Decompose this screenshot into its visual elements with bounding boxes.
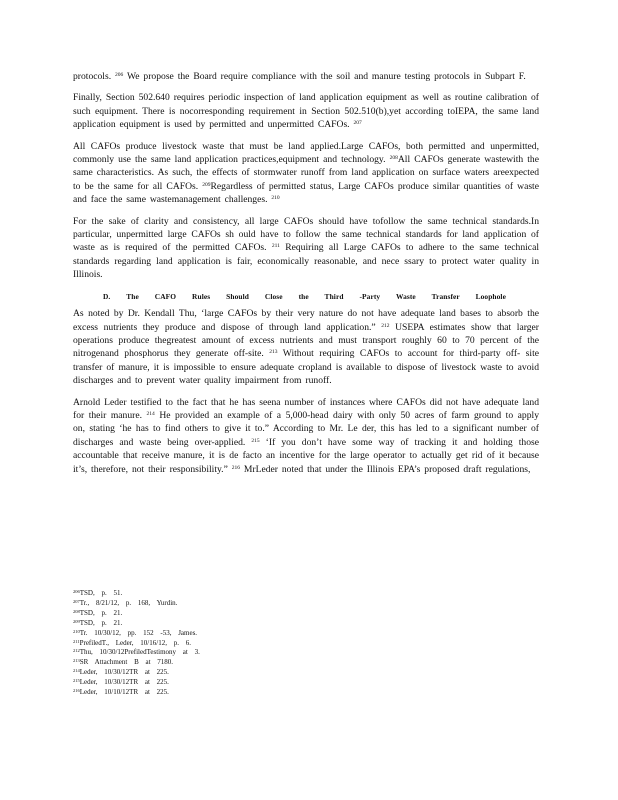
footnote-ref: 209 xyxy=(202,181,211,188)
footnote-text: Thu, 10/30/12PrefiledTestimony at 3. xyxy=(79,648,200,657)
footnote-item xyxy=(73,688,373,698)
paragraph xyxy=(73,140,539,207)
footnote-text: Leder, 10/30/12TR at 225. xyxy=(79,678,169,687)
footnote-number: 212 xyxy=(73,648,80,654)
paragraph-text: We propose the Board require compliance with the soil and manure testing protocols in Subpart F. xyxy=(123,71,526,82)
footnote-item xyxy=(73,599,373,609)
paragraph-text: Requiring all Large CAFOs to adhere to the same technical standards regarding land application is fair, economically reasonable, and nece ssary to protect water quality in Illinois. xyxy=(73,242,539,281)
footnote-text: TSD, p. 21. xyxy=(79,608,123,617)
footnote-ref: 206 xyxy=(115,72,124,78)
footnote-number: 211 xyxy=(73,638,80,644)
footnote-text: Tr., 8/21/12, p. 168, Yurdin. xyxy=(79,598,178,607)
footnote-ref: 214 xyxy=(146,410,155,417)
footnote-number: 209 xyxy=(73,618,80,624)
footnote-ref: 216 xyxy=(231,464,240,471)
footnote-text: Tr. 10/30/12, pp. 152 -53, James. xyxy=(79,628,198,637)
paragraph-text: Arnold Leder testified to the fact that he has seena number of instances where CAFOs did not have adequate land for their manure. xyxy=(73,396,539,421)
body-text xyxy=(73,70,539,484)
paragraph xyxy=(73,91,539,131)
paragraph-text: All CAFOs generate wastewith the same characteristics. As such, the effects of stormwater runoff from land application on surface waters areexpected to be the same for all CAFOs. xyxy=(73,154,539,192)
paragraph-text: Without requiring CAFOs to account for third-party off- site transfer of manure, it is impossible to ensure adequate cropland is available to dispose of livestock waste to avoid discharges and to prevent water quality impairment from runoff. xyxy=(73,348,539,387)
paragraph-text: As noted by Dr. Kendall Thu, ‘large CAFOs by their very nature do not have adequate land bases to absorb the excess nutrients they produce and dispose of through land application.” xyxy=(73,308,539,333)
footnote-text: PrefiledT., Leder, 10/16/12, p. 6. xyxy=(79,638,191,647)
paragraph-text: For the sake of clarity and consistency, all large CAFOs should have tofollow the same technical standards.In particular, unpermitted large CAFOs sh ould have to follow the same technical standards for land application of waste as is required of the permitted CAFOs. xyxy=(73,215,539,254)
footnote-text: Leder, 10/30/12TR at 225. xyxy=(79,668,169,677)
paragraph-text: Regardless of permitted status, Large CAFOs produce similar quantities of waste and face the same wastemanagement challenges. xyxy=(73,180,539,206)
footnote-ref: 215 xyxy=(251,437,260,444)
footnote-item xyxy=(73,668,373,678)
paragraph-text: protocols. xyxy=(73,71,116,82)
footnote-item xyxy=(73,609,373,619)
footnote-ref: 210 xyxy=(271,195,280,202)
paragraph-text: USEPA estimates show that larger operations produce thegreatest amount of excess nutrients and must transport roughly 60 to 70 percent of the nitrogenand phosphorus they generate off-site. xyxy=(73,321,539,360)
paragraph-text: He provided an example of a 5,000-head dairy with only 50 acres of farm ground to apply on, stating ‘he has to find others to give it to.” According to Mr. Le der, this has led to a significant number of discharges and waste being over-applied. xyxy=(73,409,539,448)
footnote-ref: 211 xyxy=(271,243,280,250)
footnote-number: 213 xyxy=(73,658,80,664)
section-heading: D. The CAFO Rules Should Close the Third -Party Waste Transfer Loophole xyxy=(103,291,506,301)
footnote-item xyxy=(73,589,373,599)
paragraph-group-a xyxy=(73,70,539,282)
paragraph-text: All CAFOs produce livestock waste that must be land applied.Large CAFOs, both permitted and unpermitted, commonly use the same land application practices,equipment and technology. xyxy=(73,140,539,166)
paragraph xyxy=(73,215,539,282)
footnote-item xyxy=(73,629,373,639)
footnote-number: 216 xyxy=(73,688,80,694)
footnote-ref: 207 xyxy=(353,120,362,127)
footnote-text: Leder, 10/10/12TR at 225. xyxy=(79,688,169,697)
footnote-text: SR Attachment B at 7180. xyxy=(79,658,174,667)
footnote-item xyxy=(73,639,373,649)
footnote-ref: 213 xyxy=(269,349,278,356)
footnote-number: 208 xyxy=(73,608,80,614)
paragraph xyxy=(73,307,539,387)
paragraph-group-b xyxy=(73,307,539,476)
footnote-item xyxy=(73,678,373,688)
footnote-number: 215 xyxy=(73,678,80,684)
footnote-ref: 208 xyxy=(389,155,398,162)
paragraph-text: Finally, Section 502.640 requires periodic inspection of land application equipment as well as routine calibration of such equipment. There is nocorresponding requirement in Section 502.510(b),yet according toIEPA, the same land application equipment is used by permitted and unpermitted CAFOs. xyxy=(73,92,539,131)
footnote-item xyxy=(73,619,373,629)
footnote-text: TSD, p. 21. xyxy=(79,618,123,627)
paragraph xyxy=(73,396,539,476)
paragraph xyxy=(73,70,539,83)
footnote-item xyxy=(73,658,373,668)
footnote-ref: 212 xyxy=(381,322,390,329)
footnote-number: 210 xyxy=(73,628,80,634)
footnote-number: 207 xyxy=(73,598,80,604)
footnotes xyxy=(73,589,373,698)
footnote-number: 214 xyxy=(73,668,80,674)
footnote-item xyxy=(73,648,373,658)
footnote-number: 206 xyxy=(73,589,80,594)
footnote-text: TSD, p. 51. xyxy=(79,589,123,597)
paragraph-text: MrLeder noted that under the Illinois EPA’s proposed draft regulations, xyxy=(240,463,531,475)
paragraph-text: ‘If you don’t have some way of tracking it and holding those accountable that receive manure, it is de facto an incentive for the large operator to actually get rid of it because it’s, therefore, not their responsibility.” xyxy=(73,436,539,475)
